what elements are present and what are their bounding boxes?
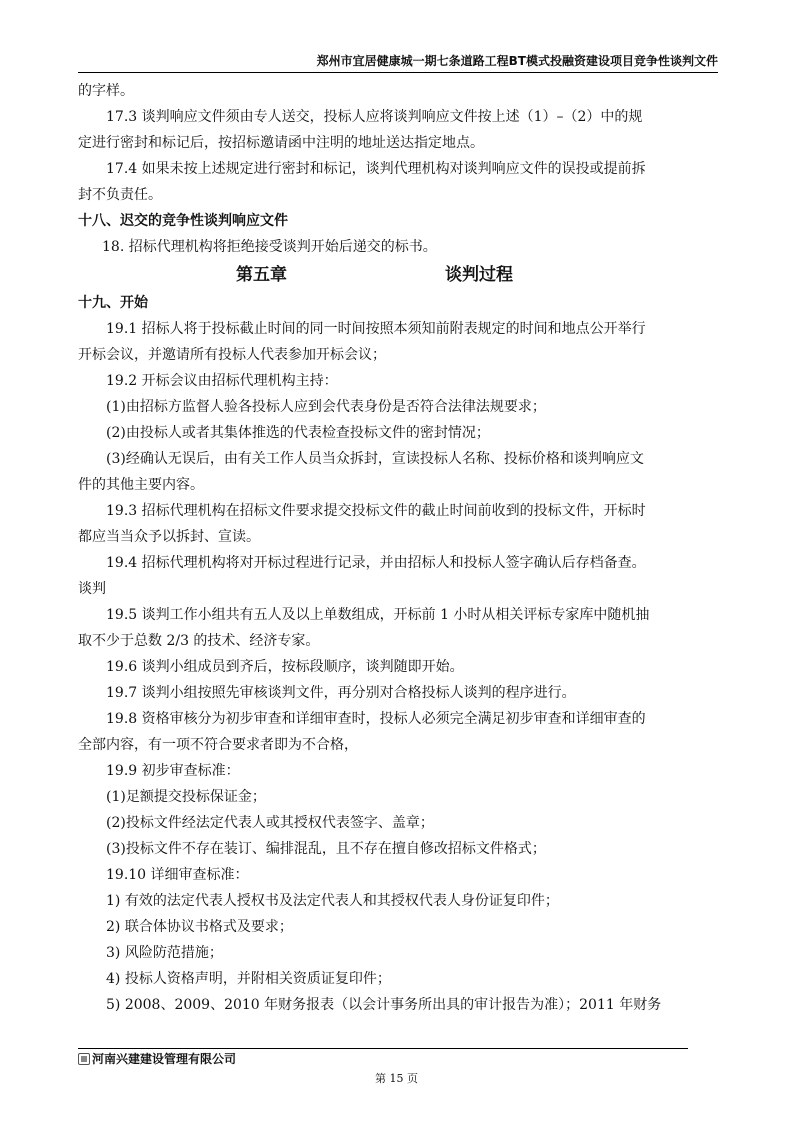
company-logo-icon [78, 1053, 90, 1065]
text-line: 2) 联合体协议书格式及要求； [106, 919, 293, 935]
text-line: 17.3 谈判响应文件须由专人送交，投标人应将谈判响应文件按上述（1）–（2）中的规 [106, 109, 643, 125]
text-line: 19.10 详细审查标准： [106, 867, 249, 883]
text-line: 件的其他主要内容。 [78, 477, 204, 493]
text-line: (2)投标文件经法定代表人或其授权代表签字、盖章； [106, 815, 434, 831]
text-line: 取不少于总数 2/3 的技术、经济专家。 [78, 633, 320, 649]
text-line: 都应当当众予以拆封、宣读。 [78, 529, 260, 545]
text-line: 19.8 资格审核分为初步审查和详细审查时，投标人必须完全满足初步审查和详细审查的 [106, 711, 646, 727]
text-line: 19.1 招标人将于投标截止时间的同一时间按照本须知前附表规定的时间和地点公开举行 [106, 321, 646, 337]
text-line: 19.9 初步审查标准： [106, 763, 240, 779]
page-number: 第 15 页 [375, 1072, 418, 1085]
section-heading: 十九、开始 [78, 295, 148, 311]
text-line: 1) 有效的法定代表人授权书及法定代表人和其授权代表人身份证复印件； [106, 893, 559, 909]
text-line: 的字样。 [78, 83, 134, 99]
text-line: 谈判 [78, 581, 106, 597]
text-line: (2)由投标人或者其集体推选的代表检查投标文件的密封情况； [106, 425, 490, 441]
chapter-title: 谈判过程 [445, 265, 513, 285]
text-line: (1)由招标方监督人验各投标人应到会代表身份是否符合法律法规要求； [106, 399, 546, 415]
text-line: 封不负责任。 [78, 187, 162, 203]
text-line: 17.4 如果未按上述规定进行密封和标记，谈判代理机构对谈判响应文件的误投或提前拆 [106, 161, 646, 177]
company-name: 河南兴建建设管理有限公司 [92, 1052, 237, 1066]
document-body [78, 78, 718, 1018]
section-heading: 十八、迟交的竞争性谈判响应文件 [78, 213, 288, 229]
text-line: 定进行密封和标记后，按招标邀请函中注明的地址送达指定地点。 [78, 135, 484, 151]
text-line: 19.2 开标会议由招标代理机构主持： [106, 373, 338, 389]
footer-divider [78, 1048, 688, 1049]
text-line: 开标会议，并邀请所有投标人代表参加开标会议； [78, 347, 386, 363]
text-line: 19.6 谈判小组成员到齐后，按标段顺序，谈判随即开始。 [106, 659, 464, 675]
text-line: 全部内容，有一项不符合要求者即为不合格， [78, 737, 358, 753]
chapter-number: 第五章 [236, 265, 287, 285]
text-line: 19.3 招标代理机构在招标文件要求提交投标文件的截止时间前收到的投标文件，开标时 [106, 503, 646, 519]
text-line: 19.7 谈判小组按照先审核谈判文件，再分别对合格投标人谈判的程序进行。 [106, 685, 576, 701]
text-line: 18. 招标代理机构将拒绝接受谈判开始后递交的标书。 [102, 239, 437, 255]
document-title: 郑州市宜居健康城一期七条道路工程BT模式投融资建设项目竞争性谈判文件 [316, 54, 718, 68]
footer-company [78, 1050, 236, 1067]
page-header [78, 52, 718, 73]
text-line: (3)经确认无误后，由有关工作人员当众拆封，宣读投标人名称、投标价格和谈判响应文 [106, 451, 644, 467]
chapter-heading [78, 260, 718, 290]
text-line: 4) 投标人资格声明，并附相关资质证复印件； [106, 971, 391, 987]
text-line: 3) 风险防范措施； [106, 945, 223, 961]
text-line: (3)投标文件不存在装订、编排混乱，且不存在擅自修改招标文件格式； [106, 841, 546, 857]
text-line: 19.5 谈判工作小组共有五人及以上单数组成，开标前 1 小时从相关评标专家库中随机抽 [106, 607, 650, 623]
text-line: 5) 2008、2009、2010 年财务报表（以会计事务所出具的审计报告为准）；2011 年财务 [106, 997, 662, 1013]
text-line: 19.4 招标代理机构将对开标过程进行记录，并由招标人和投标人签字确认后存档备查。 [106, 555, 646, 571]
text-line: (1)足额提交投标保证金； [106, 789, 266, 805]
